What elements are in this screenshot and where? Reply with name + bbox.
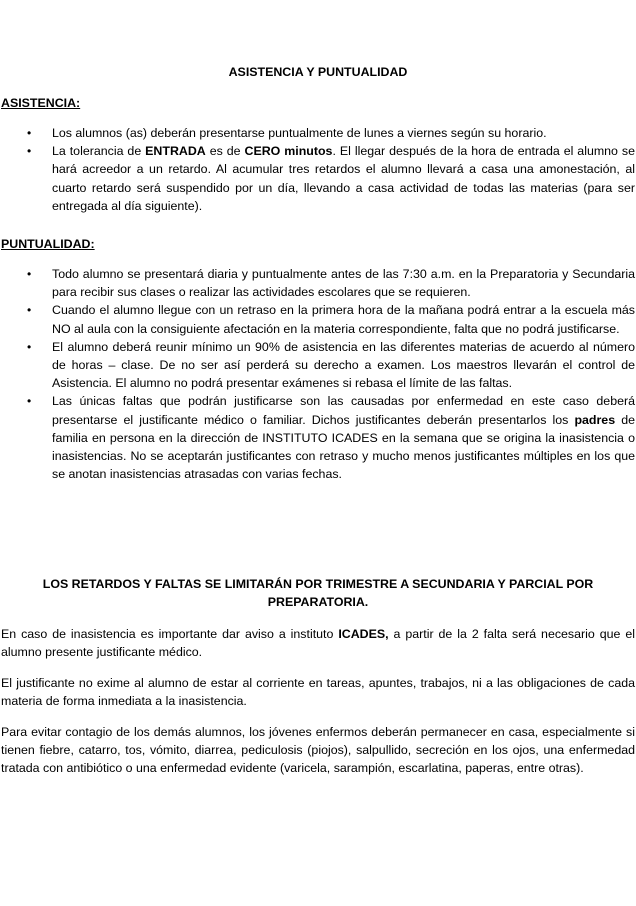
paragraph-contagio [1,723,635,778]
list-item [0,142,636,215]
section-heading-asistencia: ASISTENCIA: [1,96,81,110]
notice-text: LOS RETARDOS Y FALTAS SE LIMITARÁN POR TRIMESTRE A SECUNDARIA Y PARCIAL POR PREPARATORIA. [42,577,594,610]
paragraph-aviso [1,625,635,661]
text-run: Los alumnos (as) deberán presentarse puntualmente de lunes a viernes según su horario. [52,126,547,140]
text-run: es de [205,144,245,159]
bullet-icon: • [27,303,32,318]
list-item [0,338,636,393]
text-run: En caso de inasistencia es importante dar aviso a instituto [1,627,339,641]
text-run: a partir de la 2 falta será necesario que el alumno presente justificante médico. [1,627,635,660]
text-run: Para evitar contagio de los demás alumnos, los jóvenes enfermos deberán permanecer en casa, especialmente si tienen fiebre, catarro, tos, vómito, diarrea, pediculosis (piojos), salpullido, secreción en los ojos, una enfermedad tratada con antibiótico o una enfermedad evidente (varicela, sarampión, escarlatina, paperas, entre otras). [1,725,635,776]
text-run: El justificante no exime al alumno de estar al corriente en tareas, apuntes, trabajos, ni a las obligaciones de cada materia de forma inmediata a la inasistencia. [1,676,635,709]
bullet-icon: • [27,267,32,281]
bullet-icon: • [27,339,32,354]
text-run: de familia en persona en la dirección de INSTITUTO ICADES en la semana que se origina la inasistencia o inasistencias. No se aceptarán justificantes con retraso y mucho menos justificantes múltiples en los que se anotan inasistencias atrasadas con varias fechas. [52,412,635,482]
bold-text: CERO minutos [244,144,333,159]
list-item [0,301,636,337]
bold-text: padres [574,412,616,427]
text-run: Las únicas faltas que podrán justificarse son las causadas por enfermedad en este caso deberá presentarse el justificante médico o familiar. Dichos justificantes deberán presentarlos los [52,394,635,427]
text-run: . El llegar después de la hora de entrada el alumno se hará acreedor a un retardo. Al acumular tres retardos el alumno llevará a casa una amonestación, al cuarto retardo será suspendido por un día, llevando a casa actividad de todas las materias (para ser entregada al día siguiente). [52,144,635,213]
text-run: La tolerancia de [52,144,146,159]
text-run: El alumno deberá reunir mínimo un 90% de asistencia en las diferentes materias de acuerdo al número de horas – clase. De no ser así perderá su derecho a examen. Los maestros llevarán el control de Asistencia. El alumno no podrá presentar exámenes si rebasa el límite de las faltas. [52,339,635,391]
text-run: Cuando el alumno llegue con un retraso en la primera hora de la mañana podrá entrar a la escuela más NO al aula con la consiguiente afectación en la materia correspondiente, falta que no podrá justificarse. [52,303,635,336]
text-run: Todo alumno se presentará diaria y puntualmente antes de las 7:30 a.m. en la Preparatoria y Secundaria para recibir sus clases o realizar las actividades escolares que se requieren. [52,267,635,300]
bold-text: ICADES, [338,627,389,641]
document-title: ASISTENCIA Y PUNTUALIDAD [228,65,408,79]
list-item [0,392,636,483]
bullet-icon: • [27,394,32,409]
bullet-icon: • [27,126,32,140]
list-item [0,124,636,142]
paragraph-justificante [1,674,635,710]
bold-text: ENTRADA [145,144,206,159]
list-item [0,265,636,301]
bullet-icon: • [27,144,32,159]
puntualidad-list [0,265,636,483]
section-heading-puntualidad: PUNTUALIDAD: [1,237,95,251]
asistencia-list [0,124,636,215]
